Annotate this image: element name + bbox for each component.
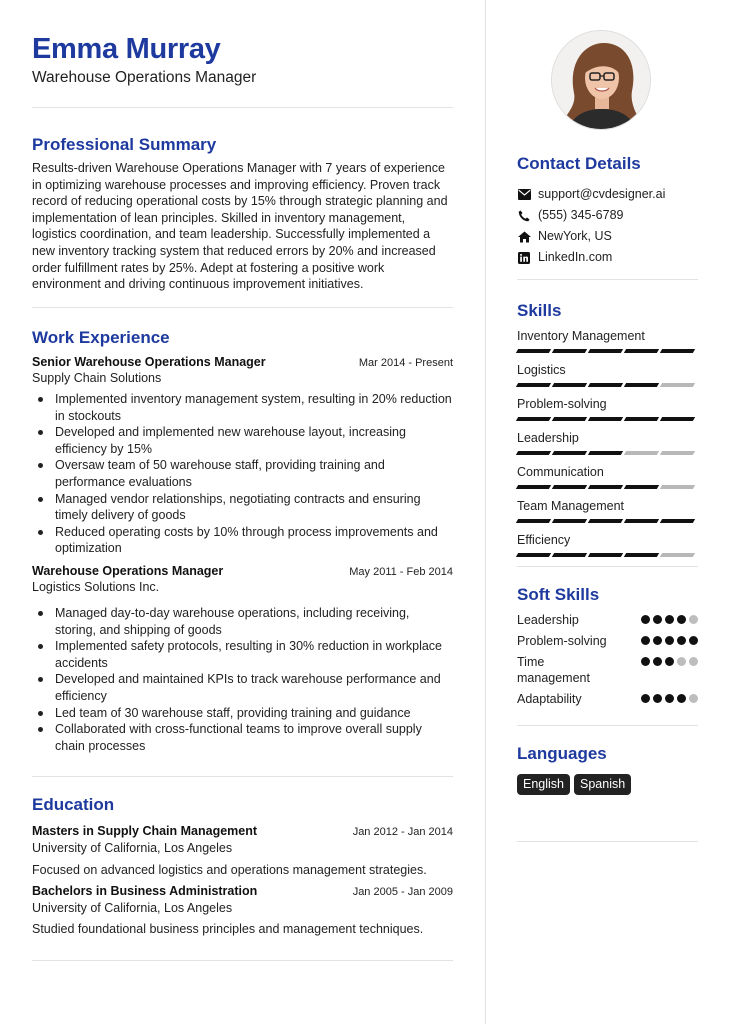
soft-skill-rating	[641, 691, 698, 703]
education-desc: Studied foundational business principles and management techniques.	[32, 922, 424, 937]
skill-item	[517, 362, 698, 387]
education-date: Jan 2005 - Jan 2009	[352, 886, 453, 899]
skill-segment	[660, 519, 695, 523]
list-item: Managed vendor relationships, negotiating contracts and ensuring timely delivery of goods	[32, 491, 453, 524]
candidate-role: Warehouse Operations Manager	[32, 69, 257, 86]
job-bullets	[32, 391, 453, 557]
profile-photo	[551, 30, 651, 130]
contact-text: NewYork, US	[538, 229, 612, 243]
contact-text: (555) 345-6789	[538, 208, 624, 222]
skill-label: Logistics	[517, 363, 566, 377]
list-item: Implemented inventory management system, resulting in 20% reduction in stockouts	[32, 391, 453, 424]
skill-level-bar	[517, 553, 698, 557]
skill-segment	[516, 519, 551, 523]
education-date: Jan 2012 - Jan 2014	[352, 826, 453, 839]
soft-skill-item	[517, 612, 698, 628]
skill-segment	[552, 485, 587, 489]
skill-label: Communication	[517, 465, 604, 479]
skill-item	[517, 464, 698, 489]
job-date: May 2011 - Feb 2014	[349, 565, 453, 578]
summary-text: Results-driven Warehouse Operations Manager with 7 years of experience in optimizing warehouse processes and improving efficiency. Proven track record of reducing operational costs by 15% through strategic planning and implementation of lean principles. Skilled in inventory management, logistics coordination, and team leadership. Successfully implemented a new inventory tracking system that reduced errors by 20% and increased order fulfillment rates by 25%. Adept at fostering a positive work environment and driving continuous improvement initiatives.	[32, 161, 448, 292]
language-badge: English	[517, 774, 570, 795]
rating-dot	[689, 694, 698, 703]
rating-dot	[665, 615, 674, 624]
skill-segment	[516, 417, 551, 421]
education-desc: Focused on advanced logistics and operations management strategies.	[32, 862, 427, 877]
skill-segment	[552, 519, 587, 523]
rating-dot	[665, 636, 674, 645]
education-entry	[32, 883, 453, 938]
soft-skill-label: Problem-solving	[517, 633, 607, 648]
rating-dot	[641, 657, 650, 666]
skill-segment	[588, 451, 623, 455]
skill-segment	[660, 383, 695, 387]
skill-segment	[588, 383, 623, 387]
education-title: Education	[32, 795, 115, 815]
skill-segment	[552, 553, 587, 557]
skill-segment	[624, 349, 659, 353]
skill-segment	[624, 451, 659, 455]
rating-dot	[677, 657, 686, 666]
skill-segment	[660, 417, 695, 421]
rating-dot	[653, 694, 662, 703]
skill-segment	[516, 383, 551, 387]
rating-dot	[689, 636, 698, 645]
linkedin-icon	[517, 251, 531, 265]
list-item: Developed and maintained KPIs to track warehouse performance and efficiency	[32, 671, 453, 704]
skill-segment	[588, 349, 623, 353]
rating-dot	[641, 615, 650, 624]
divider	[517, 725, 698, 726]
rating-dot	[689, 615, 698, 624]
skill-label: Inventory Management	[517, 329, 645, 343]
skill-segment	[552, 451, 587, 455]
experience-title: Work Experience	[32, 327, 170, 347]
skill-label: Team Management	[517, 499, 625, 513]
job-entry	[32, 563, 453, 755]
skill-segment	[588, 485, 623, 489]
skill-segment	[624, 383, 659, 387]
job-company: Logistics Solutions Inc.	[32, 580, 160, 595]
divider	[32, 776, 453, 777]
list-item: Oversaw team of 50 warehouse staff, providing training and performance evaluations	[32, 457, 453, 490]
skill-level-bar	[517, 519, 698, 523]
column-divider	[485, 0, 486, 1024]
rating-dot	[641, 636, 650, 645]
divider	[32, 107, 453, 108]
rating-dot	[677, 615, 686, 624]
soft-skill-label: Adaptability	[517, 692, 582, 707]
skill-item	[517, 498, 698, 523]
education-header	[32, 823, 453, 840]
skill-label: Efficiency	[517, 533, 571, 547]
list-item: Collaborated with cross-functional teams to improve overall supply chain processes	[32, 721, 453, 754]
contact-location	[517, 226, 698, 247]
skill-label: Leadership	[517, 431, 579, 445]
soft-skill-item	[517, 654, 698, 687]
divider	[32, 307, 453, 308]
skill-level-bar	[517, 383, 698, 387]
left-column	[32, 30, 453, 961]
phone-icon	[517, 209, 531, 223]
job-date: Mar 2014 - Present	[358, 356, 453, 369]
soft-skill-item	[517, 633, 698, 649]
job-title: Senior Warehouse Operations Manager	[32, 354, 266, 369]
soft-skill-label: Time management	[517, 654, 590, 686]
skill-segment	[624, 485, 659, 489]
skill-level-bar	[517, 417, 698, 421]
divider	[517, 841, 698, 842]
skill-segment	[588, 417, 623, 421]
divider	[517, 279, 698, 280]
skill-level-bar	[517, 485, 698, 489]
languages-title: Languages	[517, 743, 607, 763]
skill-segment	[660, 349, 695, 353]
skill-segment	[660, 451, 695, 455]
skill-item	[517, 328, 698, 353]
job-title: Warehouse Operations Manager	[32, 563, 224, 578]
skill-segment	[660, 553, 695, 557]
skill-segment	[516, 553, 551, 557]
language-badge: Spanish	[574, 774, 631, 795]
contact-list	[517, 184, 698, 268]
job-entry	[32, 354, 453, 557]
candidate-name: Emma Murray	[32, 33, 221, 65]
skill-segment	[516, 485, 551, 489]
contact-text: LinkedIn.com	[538, 250, 613, 264]
rating-dot	[641, 694, 650, 703]
degree-title: Masters in Supply Chain Management	[32, 824, 258, 839]
soft-skills-title: Soft Skills	[517, 585, 600, 604]
rating-dot	[677, 636, 686, 645]
home-icon	[517, 230, 531, 244]
skills-title: Skills	[517, 301, 562, 320]
education-entry	[32, 823, 453, 878]
soft-skill-rating	[641, 654, 698, 666]
divider	[517, 566, 698, 567]
right-column	[517, 30, 698, 842]
list-item: Implemented safety protocols, resulting in 30% reduction in workplace accidents	[32, 638, 453, 671]
rating-dot	[653, 636, 662, 645]
skill-item	[517, 430, 698, 455]
skill-label: Problem-solving	[517, 397, 607, 411]
soft-skill-label: Leadership	[517, 613, 579, 627]
envelope-icon	[517, 188, 531, 202]
skill-segment	[660, 485, 695, 489]
contact-linkedin[interactable]	[517, 247, 698, 268]
skill-item	[517, 532, 698, 557]
education-header	[32, 883, 453, 900]
skill-segment	[624, 519, 659, 523]
school-name: University of California, Los Angeles	[32, 900, 233, 915]
skill-segment	[588, 519, 623, 523]
list-item: Managed day-to-day warehouse operations, including receiving, storing, and shipping of goods	[32, 605, 453, 638]
job-header	[32, 563, 453, 580]
rating-dot	[689, 657, 698, 666]
rating-dot	[665, 657, 674, 666]
job-bullets	[32, 605, 453, 754]
contact-phone[interactable]	[517, 205, 698, 226]
rating-dot	[665, 694, 674, 703]
skill-segment	[588, 553, 623, 557]
rating-dot	[653, 615, 662, 624]
contact-text: support@cvdesigner.ai	[538, 187, 666, 201]
contact-email[interactable]	[517, 184, 698, 205]
rating-dot	[677, 694, 686, 703]
skill-segment	[552, 349, 587, 353]
soft-skills-list	[517, 612, 698, 708]
soft-skill-rating	[641, 633, 698, 645]
soft-skill-item	[517, 691, 698, 707]
job-header	[32, 354, 453, 371]
list-item: Led team of 30 warehouse staff, providing training and guidance	[32, 705, 453, 722]
degree-title: Bachelors in Business Administration	[32, 884, 258, 899]
soft-skill-rating	[641, 612, 698, 624]
contact-title: Contact Details	[517, 154, 641, 173]
divider	[32, 960, 453, 961]
portrait-illustration	[552, 31, 651, 130]
skill-segment	[516, 451, 551, 455]
rating-dot	[653, 657, 662, 666]
list-item: Reduced operating costs by 10% through process improvements and optimization	[32, 524, 453, 557]
skill-segment	[624, 417, 659, 421]
language-list	[517, 774, 698, 795]
skill-level-bar	[517, 349, 698, 353]
job-company: Supply Chain Solutions	[32, 371, 162, 386]
skill-segment	[552, 417, 587, 421]
summary-title: Professional Summary	[32, 135, 217, 154]
list-item: Developed and implemented new warehouse layout, increasing efficiency by 15%	[32, 424, 453, 457]
skill-item	[517, 396, 698, 421]
skill-segment	[516, 349, 551, 353]
skill-level-bar	[517, 451, 698, 455]
skills-list	[517, 328, 698, 557]
school-name: University of California, Los Angeles	[32, 841, 233, 855]
skill-segment	[552, 383, 587, 387]
skill-segment	[624, 553, 659, 557]
